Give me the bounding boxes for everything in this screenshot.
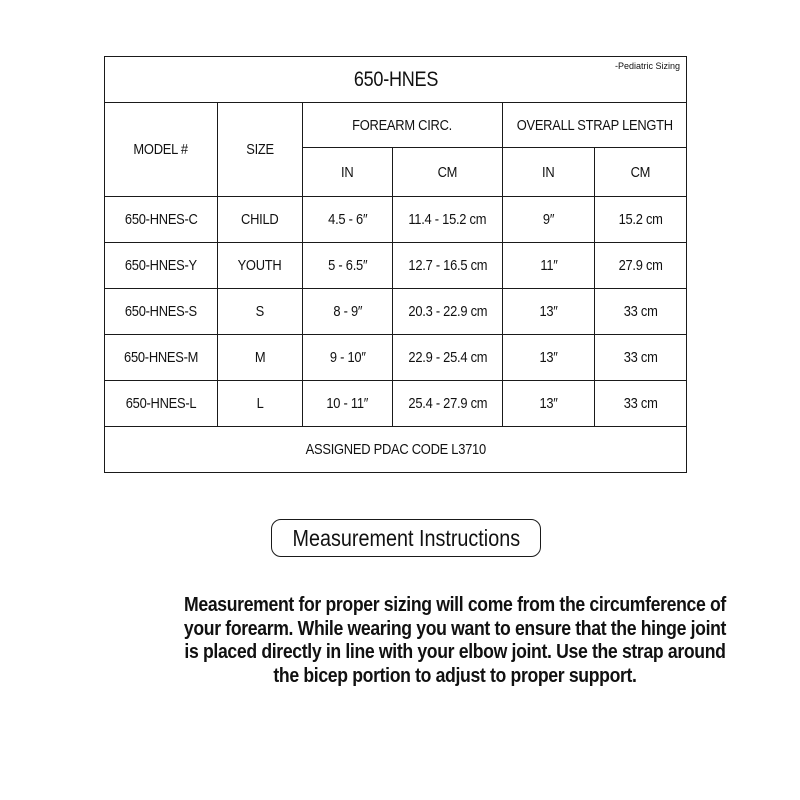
measurement-instructions-heading — [271, 519, 541, 557]
header-model: MODEL # — [105, 103, 218, 197]
cell-strap-in: 13″ — [503, 289, 595, 335]
cell-strap-cm: 33 cm — [595, 381, 687, 427]
cell-size: CHILD — [218, 197, 303, 243]
cell-forearm-in: 9 - 10″ — [303, 335, 393, 381]
header-strap-cm: CM — [595, 148, 687, 197]
table-row — [105, 197, 687, 243]
cell-size: YOUTH — [218, 243, 303, 289]
measurement-instructions-body — [130, 593, 780, 687]
cell-strap-cm: 15.2 cm — [595, 197, 687, 243]
cell-strap-in: 11″ — [503, 243, 595, 289]
header-forearm-in: IN — [303, 148, 393, 197]
cell-strap-in: 9″ — [503, 197, 595, 243]
table-row — [105, 243, 687, 289]
cell-strap-in: 13″ — [503, 381, 595, 427]
table-row — [105, 289, 687, 335]
cell-strap-cm: 33 cm — [595, 289, 687, 335]
cell-size: L — [218, 381, 303, 427]
header-size: SIZE — [218, 103, 303, 197]
cell-forearm-in: 10 - 11″ — [303, 381, 393, 427]
cell-forearm-cm: 11.4 - 15.2 cm — [393, 197, 503, 243]
cell-strap-cm: 33 cm — [595, 335, 687, 381]
table-title-cell — [105, 57, 687, 103]
cell-size: S — [218, 289, 303, 335]
cell-strap-in: 13″ — [503, 335, 595, 381]
table-title: 650-HNES — [353, 67, 438, 91]
pdac-code-footer: ASSIGNED PDAC CODE L3710 — [105, 427, 687, 473]
cell-forearm-in: 8 - 9″ — [303, 289, 393, 335]
cell-strap-cm: 27.9 cm — [595, 243, 687, 289]
cell-model: 650-HNES-M — [105, 335, 218, 381]
cell-forearm-in: 5 - 6.5″ — [303, 243, 393, 289]
measurement-instructions-label: Measurement Instructions — [292, 524, 520, 551]
header-overall-strap-length: OVERALL STRAP LENGTH — [503, 103, 687, 148]
header-forearm-circ: FOREARM CIRC. — [303, 103, 503, 148]
cell-forearm-cm: 12.7 - 16.5 cm — [393, 243, 503, 289]
cell-model: 650-HNES-Y — [105, 243, 218, 289]
header-strap-in: IN — [503, 148, 595, 197]
cell-forearm-in: 4.5 - 6″ — [303, 197, 393, 243]
cell-forearm-cm: 22.9 - 25.4 cm — [393, 335, 503, 381]
cell-model: 650-HNES-L — [105, 381, 218, 427]
header-forearm-cm: CM — [393, 148, 503, 197]
table-row — [105, 381, 687, 427]
sizing-table — [104, 56, 687, 473]
table-row — [105, 335, 687, 381]
cell-model: 650-HNES-S — [105, 289, 218, 335]
cell-model: 650-HNES-C — [105, 197, 218, 243]
cell-forearm-cm: 20.3 - 22.9 cm — [393, 289, 503, 335]
cell-forearm-cm: 25.4 - 27.9 cm — [393, 381, 503, 427]
instructions-text: Measurement for proper sizing will come from the circumference of your forearm. While wearing you want to ensure that the hinge joint is placed directly in line with your elbow joint. Use the strap around the bicep portion to adjust to proper support. — [183, 593, 727, 687]
cell-size: M — [218, 335, 303, 381]
pediatric-sizing-note: -Pediatric Sizing — [614, 61, 680, 71]
